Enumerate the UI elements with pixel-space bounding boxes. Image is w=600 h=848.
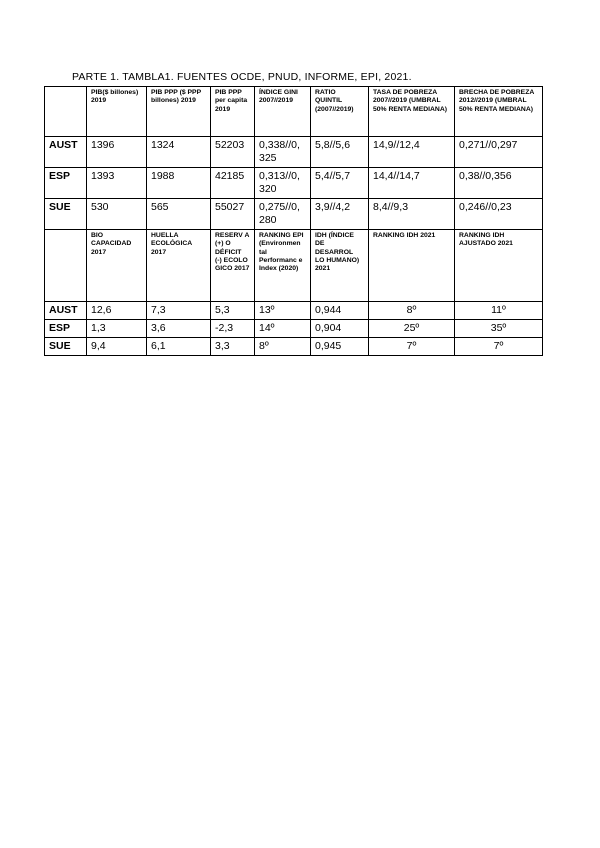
table-cell: 5,3 (211, 302, 255, 320)
table-cell: 1324 (147, 137, 211, 168)
table-cell: 1396 (87, 137, 147, 168)
table2-row-esp (45, 320, 543, 338)
table-cell: 42185 (211, 168, 255, 199)
table-cell: -2,3 (211, 320, 255, 338)
table-cell: 12,6 (87, 302, 147, 320)
table-cell: 0,271//0,297 (455, 137, 543, 168)
table-cell: 0,944 (311, 302, 369, 320)
row-label: AUST (45, 302, 87, 320)
table-cell: 0,275//0, 280 (255, 199, 311, 230)
table-cell: 0,246//0,23 (455, 199, 543, 230)
table-cell: 0,38//0,356 (455, 168, 543, 199)
table2-row-aust (45, 302, 543, 320)
table-cell: 35º (455, 320, 543, 338)
table-cell: 11º (455, 302, 543, 320)
table-cell: 1393 (87, 168, 147, 199)
table-cell: 5,8//5,6 (311, 137, 369, 168)
table2-header-row (45, 230, 543, 302)
table-cell: 3,9//4,2 (311, 199, 369, 230)
data-table (44, 86, 543, 356)
header-biocapacidad: BIO CAPACIDAD 2017 (87, 230, 147, 302)
header-gini: ÍNDICE GINI 2007//2019 (255, 87, 311, 137)
header-idh: IDH (ÍNDICE DE DESARROL LO HUMANO) 2021 (311, 230, 369, 302)
header-corner-cell (45, 230, 87, 302)
table-cell: 13º (255, 302, 311, 320)
table1-row-aust (45, 137, 543, 168)
table1-row-sue (45, 199, 543, 230)
header-corner-cell (45, 87, 87, 137)
table-cell: 8,4//9,3 (369, 199, 455, 230)
header-pib-ppp-per-capita: PIB PPP per capita 2019 (211, 87, 255, 137)
table-cell: 9,4 (87, 338, 147, 356)
table-cell: 7º (369, 338, 455, 356)
row-label: ESP (45, 168, 87, 199)
table-cell: 0,904 (311, 320, 369, 338)
table-cell: 3,6 (147, 320, 211, 338)
row-label: SUE (45, 199, 87, 230)
table-cell: 5,4//5,7 (311, 168, 369, 199)
table-cell: 6,1 (147, 338, 211, 356)
header-pib-ppp: PIB PPP ($ PPP billones) 2019 (147, 87, 211, 137)
table-cell: 565 (147, 199, 211, 230)
row-label: SUE (45, 338, 87, 356)
header-pib: PIB($ billones) 2019 (87, 87, 147, 137)
header-reserva-deficit: RESERV A (+) O DÉFICIT (-) ECOLO GICO 2017 (211, 230, 255, 302)
header-ranking-epi: RANKING EPI (Environmen tal Performanc e Index (2020) (255, 230, 311, 302)
table-cell: 52203 (211, 137, 255, 168)
table-cell: 3,3 (211, 338, 255, 356)
table-cell: 0,945 (311, 338, 369, 356)
table-cell: 14,4//14,7 (369, 168, 455, 199)
table-cell: 8º (255, 338, 311, 356)
table-cell: 0,338//0, 325 (255, 137, 311, 168)
header-huella-ecologica: HUELLA ECOLÓGICA 2017 (147, 230, 211, 302)
header-brecha-pobreza: BRECHA DE POBREZA 2012//2019 (UMBRAL 50% RENTA MEDIANA) (455, 87, 543, 137)
table-cell: 1988 (147, 168, 211, 199)
header-ranking-idh: RANKING IDH 2021 (369, 230, 455, 302)
document-title: PARTE 1. TAMBLA1. FUENTES OCDE, PNUD, INFORME, EPI, 2021. (72, 71, 412, 83)
table-cell: 530 (87, 199, 147, 230)
table1-header-row (45, 87, 543, 137)
header-ranking-idh-ajustado: RANKING IDH AJUSTADO 2021 (455, 230, 543, 302)
header-ratio-quintil: RATIO QUINTIL (2007//2019) (311, 87, 369, 137)
table-cell: 25º (369, 320, 455, 338)
table1-row-esp (45, 168, 543, 199)
table-cell: 0,313//0, 320 (255, 168, 311, 199)
row-label: AUST (45, 137, 87, 168)
table-cell: 14,9//12,4 (369, 137, 455, 168)
table-cell: 7º (455, 338, 543, 356)
table-cell: 55027 (211, 199, 255, 230)
row-label: ESP (45, 320, 87, 338)
table2-row-sue (45, 338, 543, 356)
table-cell: 1,3 (87, 320, 147, 338)
table-cell: 8º (369, 302, 455, 320)
header-tasa-pobreza: TASA DE POBREZA 2007//2019 (UMBRAL 50% RENTA MEDIANA) (369, 87, 455, 137)
table-cell: 14º (255, 320, 311, 338)
table-cell: 7,3 (147, 302, 211, 320)
